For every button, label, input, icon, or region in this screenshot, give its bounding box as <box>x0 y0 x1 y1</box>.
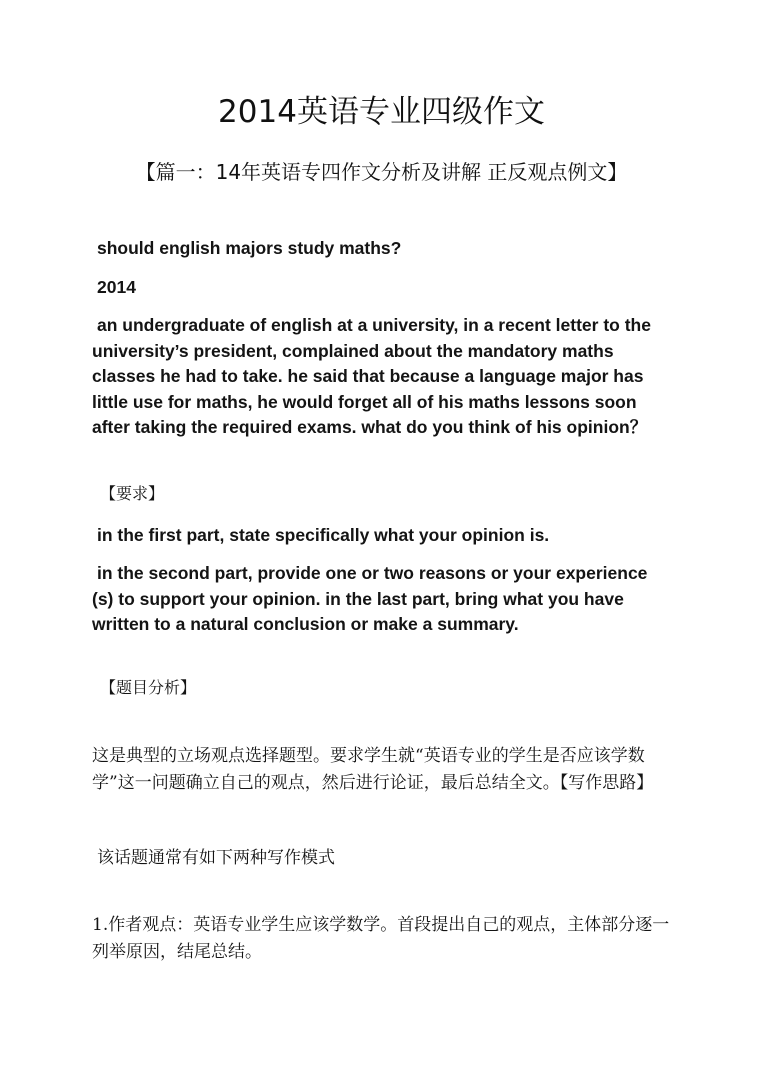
essay-year: 2014 <box>97 277 136 297</box>
requirement-first-part: in the first part, state specifically what your opinion is. <box>97 525 550 545</box>
document-title: 2014英语专业四级作文 <box>218 94 545 130</box>
writing-mode-one: 1.作者观点：英语专业学生应该学数学。首段提出自己的观点，主体部分逐一列举原因，结尾总结。 <box>92 915 670 962</box>
document-subtitle: 【篇一：14年英语专四作文分析及讲解 正反观点例文】 <box>135 160 628 184</box>
analysis-heading: 【题目分析】 <box>100 678 197 697</box>
analysis-paragraph: 这是典型的立场观点选择题型。要求学生就“英语专业的学生是否应该学数学”这一问题确立自己的观点，然后进行论证，最后总结全文。【写作思路】 <box>92 746 654 793</box>
essay-question: should english majors study maths? <box>97 238 402 258</box>
requirement-second-part: in the second part, provide one or two reasons or your experience (s) to support your opinion. in the last part, bring what you have written to a natural conclusion or make a summary. <box>92 563 648 634</box>
essay-prompt: an undergraduate of english at a university, in a recent letter to the university’s president, complained about the mandatory maths classes he had to take. he said that because a language major has little use for maths, he would forget all of his maths lessons soon after taking the required exams. what do you think of his opinion？ <box>92 315 651 437</box>
requirements-heading: 【要求】 <box>100 484 165 503</box>
writing-modes-intro: 该话题通常有如下两种写作模式 <box>97 848 335 868</box>
